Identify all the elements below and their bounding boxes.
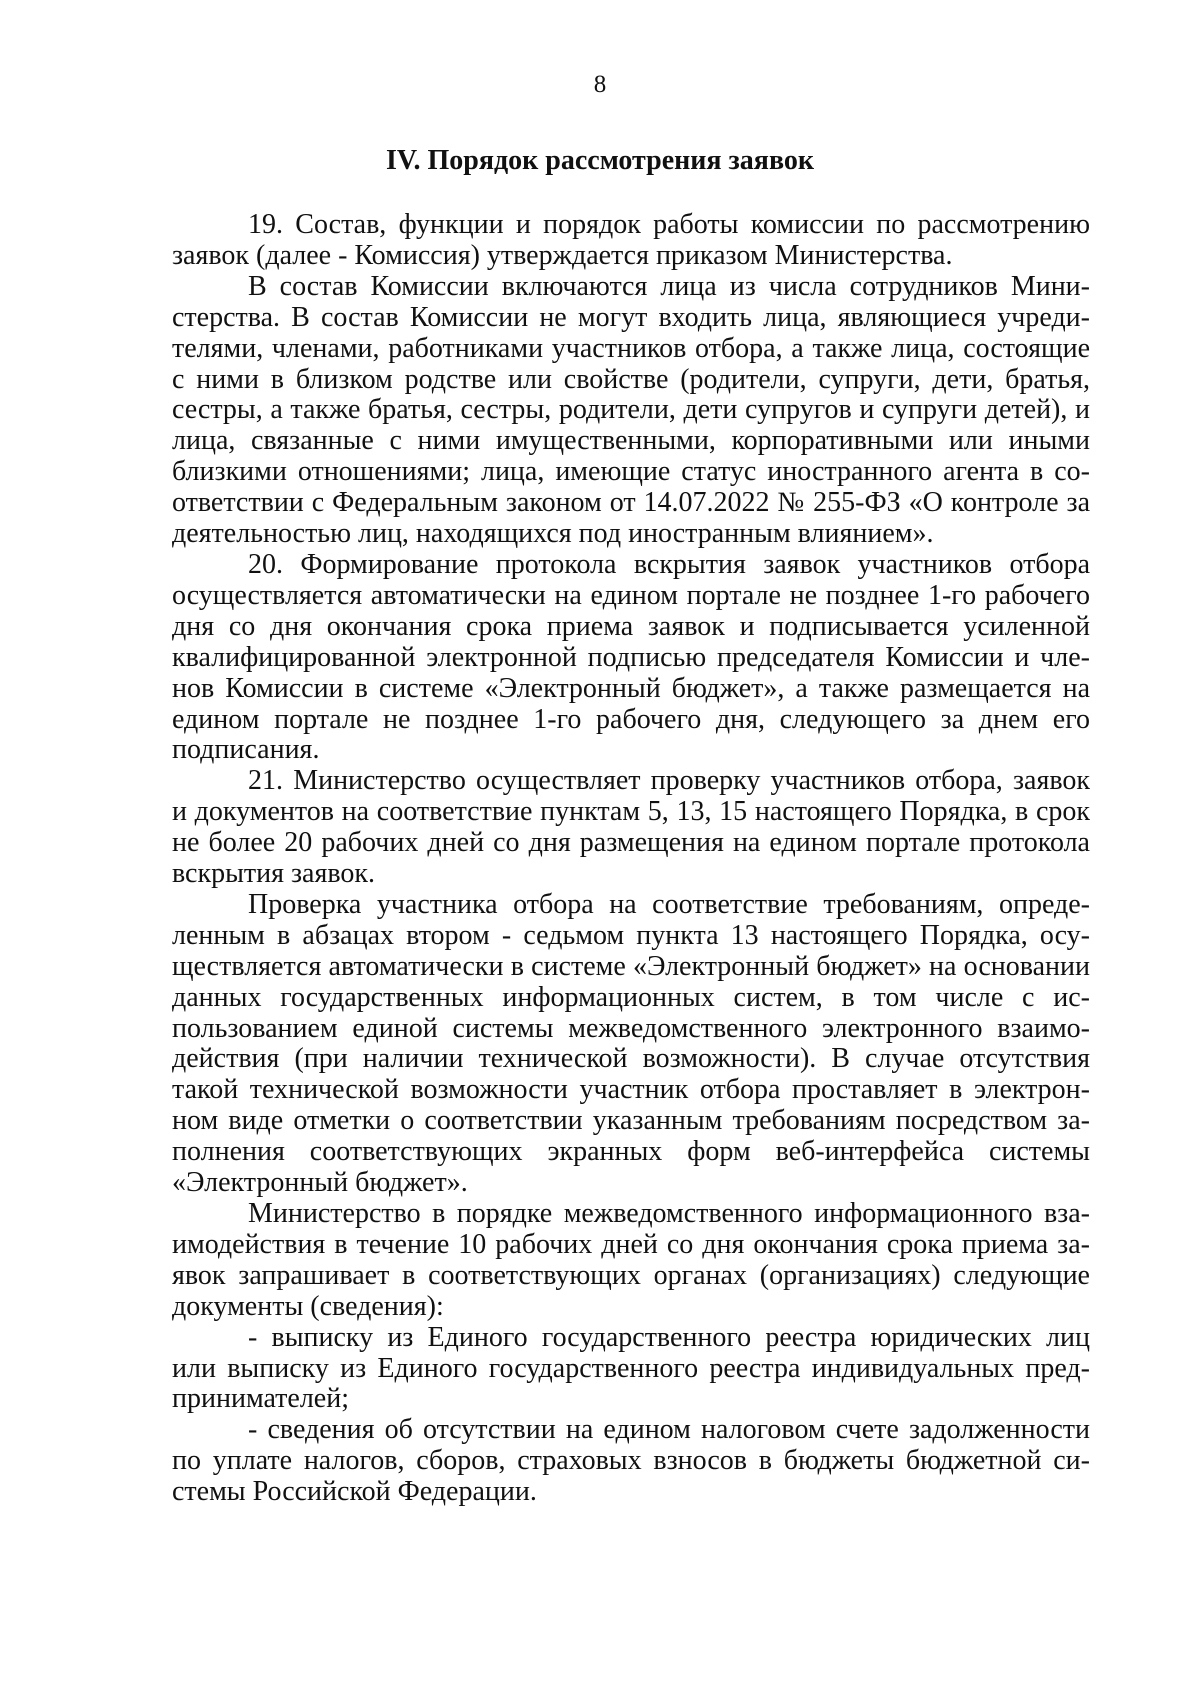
paragraph-interagency-request: Министерство в порядке межведомственного информационного взаимодействия в течение 10 рабочих дней со дня окончания срока приема заявок запрашивает в соответствующих органах (организациях) следующие документы (сведения): <box>172 1198 1090 1322</box>
section-title: IV. Порядок рассмотрения заявок <box>385 145 815 176</box>
paragraph-commission-composition: В состав Комиссии включаются лица из числа сотрудников Министерства. В состав Комиссии не могут входить лица, являющиеся учредителями, членами, работниками участников отбора, а также лица, состоящие с ними в близком родстве или свойстве (родители, супруги, дети, братья, сестры, а также братья, сестры, родители, дети супругов и супруги детей), и лица, связанные с ними имущественными, корпоративными или иными близкими отношениями; лица, имеющие статус иностранного агента в соответствии с Федеральным законом от 14.07.2022 № 255-ФЗ «О контроле за деятельностью лиц, находящихся под иностранным влиянием». <box>172 270 1090 550</box>
paragraph-20: 20. Формирование протокола вскрытия заявок участников отбора осуществляется автоматически на едином портале не позднее 1-го рабочего дня со дня окончания срока приема заявок и подписывается усиленной квалифицированной электронной подписью председателя Комиссии и членов Комиссии в системе «Электронный бюджет», а также размещается на едином портале не позднее 1-го рабочего дня, следующего за днем его подписания. <box>172 548 1090 766</box>
list-item-tax-debt-info: - сведения об отсутствии на едином налоговом счете задолженности по уплате налогов, сборов, страховых взносов в бюджеты бюджетной системы Российской Федерации. <box>172 1414 1090 1508</box>
paragraph-21: 21. Министерство осуществляет проверку участников отбора, заявок и документов на соответствие пунктам 5, 13, 15 настоящего Порядка, в срок не более 20 рабочих дней со дня размещения на едином портале протокола вскрытия заявок. <box>172 765 1090 890</box>
page-number: 8 <box>593 71 607 98</box>
list-item-registry-extract: - выписку из Единого государственного реестра юридических лиц или выписку из Единого государственного реестра индивидуальных предпринимателей; <box>172 1321 1090 1415</box>
paragraph-19: 19. Состав, функции и порядок работы комиссии по рассмотрению заявок (далее - Комиссия) утверждается приказом Министерства. <box>172 209 1090 271</box>
document-body <box>172 210 1090 1508</box>
paragraph-participant-check: Проверка участника отбора на соответствие требованиям, определенным в абзацах втором - седьмом пункта 13 настоящего Порядка, осуществляется автоматически в системе «Электронный бюджет» на основании данных государственных информационных систем, в том числе с использованием единой системы межведомственного электронного взаимодействия (при наличии технической возможности). В случае отсутствия такой технической возможности участник отбора проставляет в электронном виде отметки о соответствии указанным требованиям посредством заполнения соответствующих экранных форм веб-интерфейса системы «Электронный бюджет». <box>172 888 1090 1199</box>
